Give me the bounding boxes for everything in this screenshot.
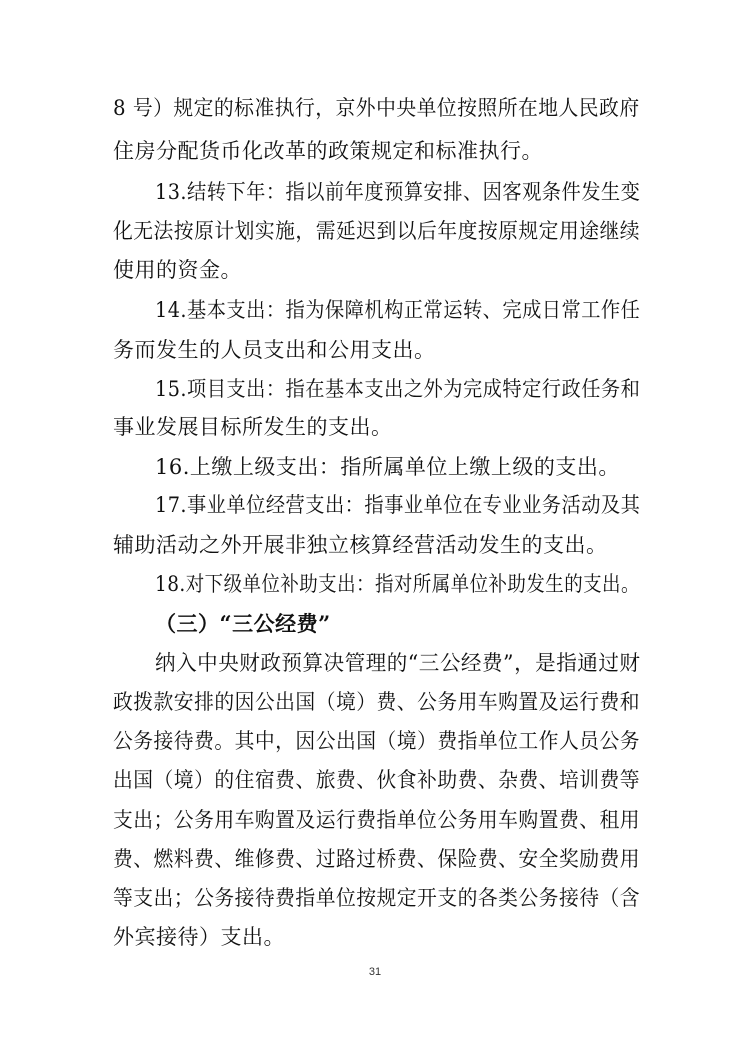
body-text-line: 15.项目支出：指在基本支出之外为完成特定行政任务和 (155, 377, 641, 401)
body-text-line: 17.事业单位经营支出：指事业单位在专业业务活动及其 (155, 493, 641, 517)
body-text-line: 等支出；公务接待费指单位按规定开支的各类公务接待（含 (113, 886, 641, 910)
body-text-line: 8 号）规定的标准执行，京外中央单位按照所在地人民政府 (113, 96, 640, 120)
body-text-line: 使用的资金。 (113, 258, 242, 282)
body-text-line: 13.结转下年：指以前年度预算安排、因客观条件发生变 (155, 180, 641, 204)
body-text-line: 纳入中央财政预算决管理的“三公经费”，是指通过财 (155, 651, 641, 675)
body-text-line: 公务接待费。其中，因公出国（境）费指单位工作人员公务 (113, 729, 641, 753)
body-text-line: 化无法按原计划实施，需延迟到以后年度按原规定用途继续 (113, 219, 641, 243)
body-text-line: 支出；公务用车购置及运行费指单位公务用车购置费、租用 (113, 808, 641, 832)
body-text-line: 住房分配货币化改革的政策规定和标准执行。 (113, 139, 543, 163)
page-number: 31 (368, 966, 382, 978)
body-text-line: 辅助活动之外开展非独立核算经营活动发生的支出。 (113, 533, 608, 557)
body-text-line: 务而发生的人员支出和公用支出。 (113, 338, 436, 362)
body-text-line: 16.上缴上级支出：指所属单位上缴上级的支出。 (155, 455, 620, 479)
body-text-line: 政拨款安排的因公出国（境）费、公务用车购置及运行费和 (113, 690, 641, 714)
section-heading: （三）“三公经费” (155, 611, 331, 636)
body-text-line: 18.对下级单位补助支出：指对所属单位补助发生的支出。 (155, 572, 640, 596)
body-text-line: 外宾接待）支出。 (113, 925, 285, 949)
body-text-line: 14.基本支出：指为保障机构正常运转、完成日常工作任 (155, 298, 641, 322)
body-text-line: 出国（境）的住宿费、旅费、伙食补助费、杂费、培训费等 (113, 768, 641, 792)
body-text-line: 费、燃料费、维修费、过路过桥费、保险费、安全奖励费用 (113, 847, 641, 871)
body-text-line: 事业发展目标所发生的支出。 (113, 415, 393, 439)
